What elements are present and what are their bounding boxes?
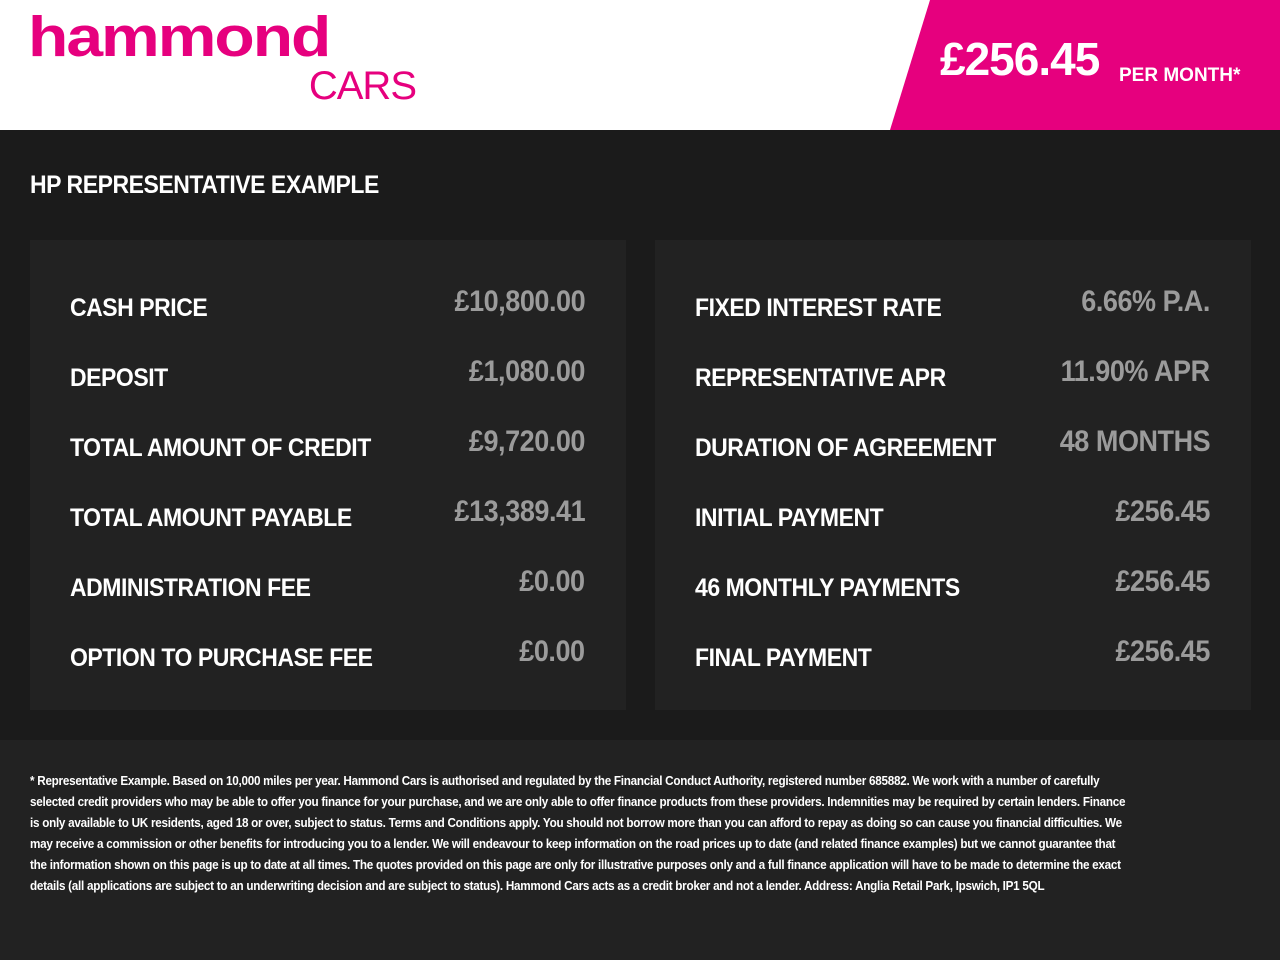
row-value: 11.90% APR <box>1060 355 1210 388</box>
row-label: DURATION OF AGREEMENT <box>695 434 996 462</box>
row-final-payment <box>695 635 1210 675</box>
disclaimer-text <box>30 770 1250 896</box>
row-value: £256.45 <box>1115 495 1210 528</box>
row-label: FINAL PAYMENT <box>695 644 872 672</box>
row-monthly-payments <box>695 565 1210 605</box>
row-label: TOTAL AMOUNT OF CREDIT <box>70 434 371 462</box>
finance-details-right-panel <box>655 240 1251 710</box>
row-label: REPRESENTATIVE APR <box>695 364 946 392</box>
row-value: £10,800.00 <box>454 285 585 318</box>
row-representative-apr <box>695 355 1210 395</box>
row-duration <box>695 425 1210 465</box>
row-initial-payment <box>695 495 1210 535</box>
logo-subtitle: CARS <box>308 64 416 108</box>
row-label: INITIAL PAYMENT <box>695 504 884 532</box>
row-total-credit <box>70 425 585 465</box>
disclaimer-area <box>0 740 1280 960</box>
row-fixed-interest-rate <box>695 285 1210 325</box>
row-admin-fee <box>70 565 585 605</box>
header <box>0 0 1280 130</box>
finance-details-left-panel <box>30 240 626 710</box>
row-label: ADMINISTRATION FEE <box>70 574 311 602</box>
hammond-cars-logo <box>28 4 418 108</box>
row-value: 6.66% P.A. <box>1081 285 1210 318</box>
row-cash-price <box>70 285 585 325</box>
monthly-price: £256.45 <box>940 33 1100 85</box>
row-value: £256.45 <box>1115 565 1210 598</box>
row-label: CASH PRICE <box>70 294 208 322</box>
row-value: 48 MONTHS <box>1059 425 1210 458</box>
row-label: 46 MONTHLY PAYMENTS <box>695 574 960 602</box>
row-label: FIXED INTEREST RATE <box>695 294 942 322</box>
row-value: £13,389.41 <box>454 495 585 528</box>
row-label: DEPOSIT <box>70 364 168 392</box>
disclaimer-paragraph: * Representative Example. Based on 10,000 miles per year. Hammond Cars is authorised and regulated by the Financial Conduct Authority, registered number 685882. We work with a number of carefully selected credit providers who may be able to offer you finance for your purchase, and we are only able to offer finance products from these providers. Indemnities may be required by certain lenders. Finance is only available to UK residents, aged 18 or over, subject to status. Terms and Conditions apply. You should not borrow more than you can afford to repay as doing so can cause you financial difficulties. We may receive a commission or other benefits for introducing you to a lender. We will endeavour to keep information on the road prices up to date (and related finance examples) but we cannot guarantee that the information shown on this page is up to date at all times. The quotes provided on this page are only for illustrative purposes only and a full finance application will have to be made to determine the exact details (all applications are subject to an underwriting decision and are subject to status). Hammond Cars acts as a credit broker and not a lender. Address: Anglia Retail Park, Ipswich, IP1 5QL <box>30 773 1126 893</box>
monthly-price-unit: PER MONTH* <box>1119 65 1241 86</box>
row-value: £9,720.00 <box>468 425 585 458</box>
row-value: £1,080.00 <box>468 355 585 388</box>
row-option-to-purchase-fee <box>70 635 585 675</box>
row-value: £256.45 <box>1115 635 1210 668</box>
row-value: £0.00 <box>519 635 585 668</box>
row-label: TOTAL AMOUNT PAYABLE <box>70 504 352 532</box>
row-label: OPTION TO PURCHASE FEE <box>70 644 373 672</box>
section-title: HP REPRESENTATIVE EXAMPLE <box>30 171 379 199</box>
row-value: £0.00 <box>519 565 585 598</box>
row-total-payable <box>70 495 585 535</box>
row-deposit <box>70 355 585 395</box>
logo-wordmark: hammond <box>28 4 330 69</box>
